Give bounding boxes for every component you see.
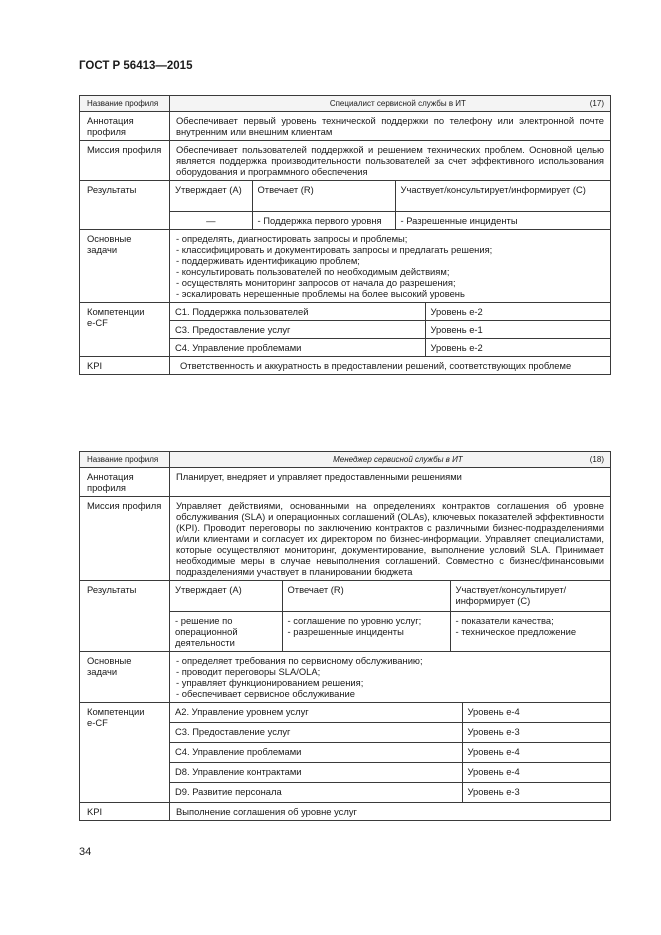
competence-level: Уровень e-2 (425, 303, 610, 321)
results-subtable (170, 581, 610, 651)
tasks-label-line2: задачи (87, 244, 118, 255)
annotation-label-line2: профиля (87, 126, 127, 137)
task-item: - классифицировать и документировать запросы и предлагать решения; (176, 244, 493, 255)
task-item: - определяет требования по сервисному обслуживанию; (176, 655, 423, 666)
results-value-c (450, 612, 610, 652)
mission-row (80, 141, 611, 181)
results-subtable (170, 181, 610, 229)
profile-title-cell (170, 452, 611, 468)
competence-name: C3. Предоставление услуг (170, 723, 462, 743)
tasks-label-line1: Основные (87, 233, 132, 244)
competence-name: C4. Управление проблемами (170, 743, 462, 763)
annotation-label-line2: профиля (87, 482, 127, 493)
competences-label-line2: e-CF (87, 717, 108, 728)
results-header-a: Утверждает (A) (170, 181, 252, 212)
profile-title: Специалист сервисной службы в ИТ (329, 99, 466, 108)
profile-name-label: Название профиля (80, 96, 170, 112)
profile-name-label: Название профиля (80, 452, 170, 468)
competence-name: D9. Развитие персонала (170, 783, 462, 803)
annotation-text: Обеспечивает первый уровень технической поддержки по телефону или электронной почте внутренним или внешним клиентам (170, 112, 611, 141)
tasks-row (80, 230, 611, 303)
results-value-a: — (170, 212, 252, 230)
competence-level: Уровень e-4 (462, 763, 610, 783)
competences-label (80, 703, 170, 803)
competence-row (170, 743, 610, 763)
competences-cell (170, 303, 611, 357)
task-item: - определять, диагностировать запросы и проблемы; (176, 233, 408, 244)
profile-title: Менеджер сервисной службы в ИТ (333, 455, 463, 464)
tasks-label (80, 652, 170, 703)
competence-row (170, 703, 610, 723)
annotation-label (80, 468, 170, 497)
tasks-label (80, 230, 170, 303)
document-header: ГОСТ Р 56413—2015 (79, 60, 193, 72)
results-cell (170, 181, 611, 230)
mission-row (80, 497, 611, 581)
results-value-c: - Разрешенные инциденты (395, 212, 610, 230)
profile-table-18 (79, 451, 611, 821)
profile-title-cell (170, 96, 611, 112)
kpi-text: Выполнение соглашения об уровне услуг (170, 803, 611, 821)
competence-row (170, 763, 610, 783)
competence-name: C4. Управление проблемами (170, 339, 425, 357)
task-item: - поддерживать идентификацию проблем; (176, 255, 360, 266)
mission-label: Миссия профиля (80, 141, 170, 181)
results-label: Результаты (80, 181, 170, 230)
competence-row (170, 321, 610, 339)
results-value-c-line: - показатели качества; (455, 615, 554, 626)
mission-text: Управляет действиями, основанными на определениях контрактов соглашения об уровне обслуживания (SLA) и операционных соглашений (OLAs), ключевых показателей эффективности (KPI). Проводит переговоры по заключению контрактов с различными бизнес-подразделениями и/или клиентами и согласует их директором по бизнес-информации. Управляет специалистами, которые осуществляют мониторинг, документирование, выполнение условий SLA. Принимает необходимые меры в случае невыполнения соглашений. Совместно с бизнес/финансовыми подразделениями участвует в планировании бюджета (170, 497, 611, 581)
kpi-label: KPI (80, 803, 170, 821)
task-item: - эскалировать нерешенные проблемы на более высокий уровень (176, 288, 465, 299)
competences-row (80, 303, 611, 357)
results-value-a (170, 612, 282, 652)
results-value-r (282, 612, 450, 652)
tasks-list (170, 230, 611, 303)
competence-level: Уровень e-3 (462, 783, 610, 803)
competence-row (170, 339, 610, 357)
competence-row (170, 723, 610, 743)
competence-level: Уровень e-4 (462, 743, 610, 763)
results-value-r-line: - соглашение по уровню услуг; (287, 615, 422, 626)
results-row (80, 581, 611, 652)
task-item: - управляет функционированием решения; (176, 677, 364, 688)
annotation-text: Планирует, внедряет и управляет предоставленными решениями (170, 468, 611, 497)
competences-label (80, 303, 170, 357)
task-item: - обеспечивает сервисное обслуживание (176, 688, 355, 699)
competence-level: Уровень e-1 (425, 321, 610, 339)
competence-name: D8. Управление контрактами (170, 763, 462, 783)
results-header-c: Участвует/консультирует/информирует (C) (395, 181, 610, 212)
competence-name: A2. Управление уровнем услуг (170, 703, 462, 723)
results-value-a-line: операционной (175, 626, 238, 637)
kpi-label: KPI (80, 357, 170, 375)
mission-label: Миссия профиля (80, 497, 170, 581)
tasks-label-line1: Основные (87, 655, 132, 666)
profile-header-row (80, 452, 611, 468)
competences-label-line1: Компетенции (87, 306, 145, 317)
task-item: - осуществлять мониторинг запросов от начала до разрешения; (176, 277, 456, 288)
results-header-r: Отвечает (R) (282, 581, 450, 612)
results-value-r-line: - разрешенные инциденты (287, 626, 404, 637)
competence-row (170, 303, 610, 321)
annotation-row (80, 468, 611, 497)
competence-level: Уровень e-4 (462, 703, 610, 723)
results-header-a: Утверждает (A) (170, 581, 282, 612)
results-row (80, 181, 611, 230)
competences-label-line2: e-CF (87, 317, 108, 328)
task-item: - консультировать пользователей по необходимым действиям; (176, 266, 450, 277)
tasks-label-line2: задачи (87, 666, 118, 677)
competences-cell (170, 703, 611, 803)
competence-name: C3. Предоставление услуг (170, 321, 425, 339)
kpi-row (80, 357, 611, 375)
results-cell (170, 581, 611, 652)
results-header-c: Участвует/консультирует/информирует (C) (450, 581, 610, 612)
mission-text: Обеспечивает пользователей поддержкой и решением технических проблем. Основной целью является поддержка производительности пользователей за счет эффективного использования оборудования и программного обеспечения (170, 141, 611, 181)
competences-label-line1: Компетенции (87, 706, 145, 717)
results-header-r: Отвечает (R) (252, 181, 395, 212)
kpi-text: Ответственность и аккуратность в предоставлении решений, соответствующих проблеме (170, 357, 611, 375)
tasks-row (80, 652, 611, 703)
profile-number: (17) (589, 99, 604, 108)
annotation-label-line1: Аннотация (87, 471, 134, 482)
profile-number: (18) (589, 455, 604, 464)
competences-subtable (170, 703, 610, 802)
profile-table-17 (79, 95, 611, 375)
competence-row (170, 783, 610, 803)
results-label: Результаты (80, 581, 170, 652)
page-number: 34 (79, 846, 92, 858)
kpi-row (80, 803, 611, 821)
competence-name: C1. Поддержка пользователей (170, 303, 425, 321)
results-value-a-line: - решение по (175, 615, 233, 626)
annotation-label (80, 112, 170, 141)
annotation-row (80, 112, 611, 141)
results-value-c-line: - техническое предложение (455, 626, 577, 637)
competence-level: Уровень e-2 (425, 339, 610, 357)
competences-subtable (170, 303, 610, 356)
results-value-r: - Поддержка первого уровня (252, 212, 395, 230)
tasks-list (170, 652, 611, 703)
results-value-a-line: деятельности (175, 637, 235, 648)
competence-level: Уровень e-3 (462, 723, 610, 743)
profile-header-row (80, 96, 611, 112)
competences-row (80, 703, 611, 803)
annotation-label-line1: Аннотация (87, 115, 134, 126)
task-item: - проводит переговоры SLA/OLA; (176, 666, 321, 677)
